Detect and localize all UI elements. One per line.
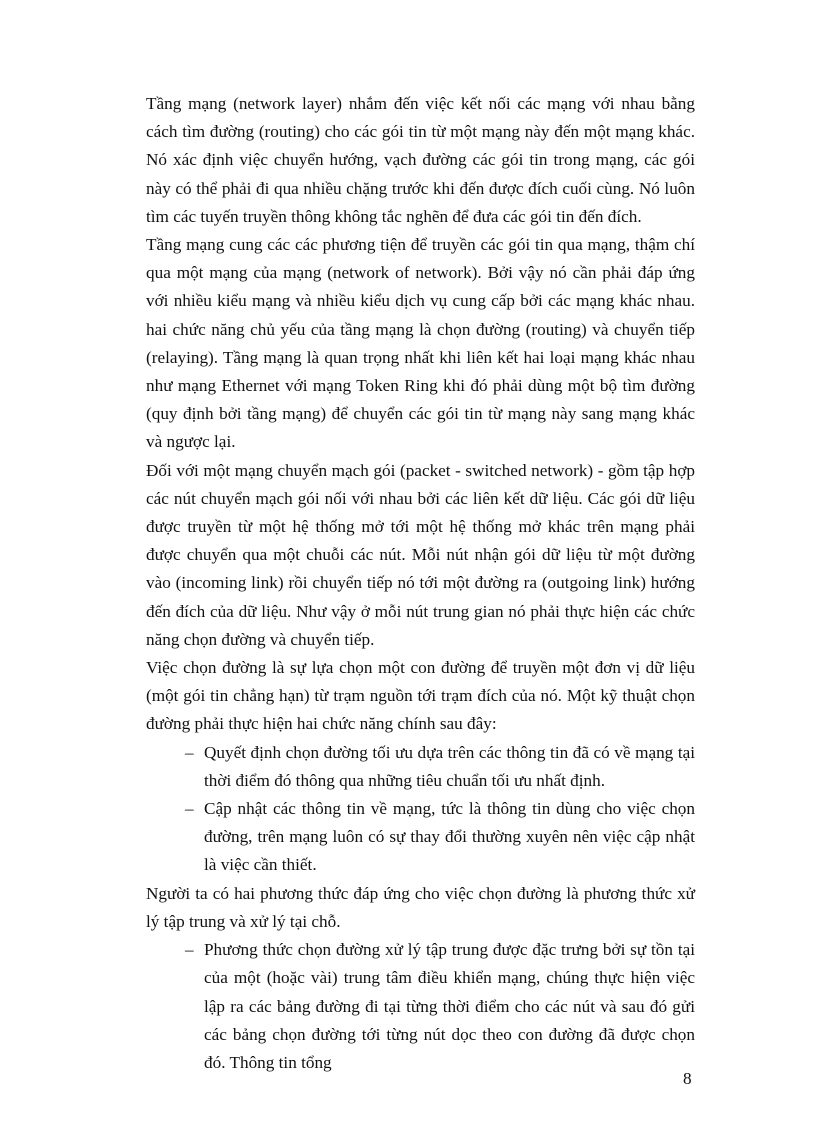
paragraph-routing-methods: Người ta có hai phương thức đáp ứng cho việc chọn đường là phương thức xử lý tập trung và xử lý tại chỗ.	[146, 883, 695, 931]
list-item	[185, 936, 695, 1077]
paragraph-routing-definition: Việc chọn đường là sự lựa chọn một con đường để truyền một đơn vị dữ liệu (một gói tin chẳng hạn) từ trạm nguồn tới trạm đích của nó. Một kỹ thuật chọn đường phải thực hiện hai chức năng chính sau đây:	[146, 658, 695, 734]
paragraph-packet-switched: Đối với một mạng chuyển mạch gói (packet - switched network) - gồm tập hợp các nút chuyển mạch gói nối với nhau bởi các liên kết dữ liệu. Các gói dữ liệu được truyền từ một hệ thống mở tới một hệ thống mở khác trên mạng phải được chuyển qua một chuỗi các nút. Mỗi nút nhận gói dữ liệu từ một đường vào (incoming link) rồi chuyển tiếp nó tới một đường ra (outgoing link) hướng đến đích của dữ liệu. Như vậy ở mỗi nút trung gian nó phải thực hiện các chức năng chọn đường và chuyển tiếp.	[146, 460, 695, 649]
dash-bullet-icon: –	[185, 742, 194, 762]
list-item-text: Quyết định chọn đường tối ưu dựa trên các thông tin đã có về mạng tại thời điểm đó thông qua những tiêu chuẩn tối ưu nhất định.	[204, 742, 695, 790]
page-number: 8	[683, 1069, 692, 1088]
dash-bullet-icon: –	[185, 799, 194, 819]
dash-bullet-icon: –	[185, 940, 194, 960]
list-item	[185, 795, 695, 880]
routing-functions-list	[146, 739, 695, 880]
list-item	[185, 739, 695, 795]
list-item-text: Cập nhật các thông tin về mạng, tức là thông tin dùng cho việc chọn đường, trên mạng luôn có sự thay đổi thường xuyên nên việc cập nhật là việc cần thiết.	[204, 799, 695, 875]
list-item-text: Phương thức chọn đường xử lý tập trung được đặc trưng bởi sự tồn tại của một (hoặc vài) trung tâm điều khiển mạng, chúng thực hiện việc lập ra các bảng đường đi tại từng thời điểm cho các nút và sau đó gửi các bảng chọn đường tới từng nút dọc theo con đường đã được chọn đó. Thông tin tổng	[204, 940, 695, 1072]
document-body	[146, 90, 695, 1077]
paragraph-network-services: Tầng mạng cung các các phương tiện để truyền các gói tin qua mạng, thậm chí qua một mạng của mạng (network of network). Bởi vậy nó cần phải đáp ứng với nhiều kiểu mạng và nhiều kiểu dịch vụ cung cấp bởi các mạng khác nhau. hai chức năng chủ yếu của tầng mạng là chọn đường (routing) và chuyển tiếp (relaying). Tầng mạng là quan trọng nhất khi liên kết hai loại mạng khác nhau như mạng Ethernet với mạng Token Ring khi đó phải dùng một bộ tìm đường (quy định bởi tầng mạng) để chuyển các gói tin từ mạng này sang mạng khác và ngược lại.	[146, 235, 695, 452]
paragraph-network-layer: Tầng mạng (network layer) nhắm đến việc kết nối các mạng với nhau bằng cách tìm đường (routing) cho các gói tin từ một mạng này đến một mạng khác. Nó xác định việc chuyển hướng, vạch đường các gói tin trong mạng, các gói này có thể phải đi qua nhiều chặng trước khi đến được đích cuối cùng. Nó luôn tìm các tuyến truyền thông không tắc nghẽn để đưa các gói tin đến đích.	[146, 94, 695, 226]
routing-methods-list	[146, 936, 695, 1077]
